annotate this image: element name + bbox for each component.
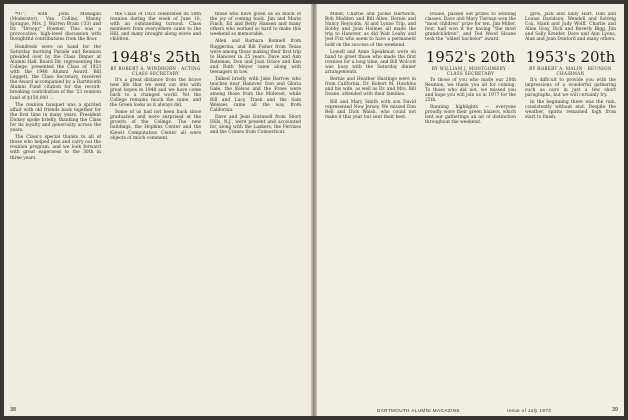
body-paragraph: To those of you who made our 20th Reunion, we thank you all for coming. To those who did not, we missed you and hope you will join us in 1977 for the 25th. [425,77,516,103]
body-paragraph: girls, Jack and Sally Hart, Dan and Louise Davidson, Wendell and Solveig Cox, Hank and Judy Wolff, Charlie and Aline Gray, Dick and Beverly Bigg, Jim and Sally Kreider, Dave and Ann Lyons, Alan and Joan Dunford and many others. [525,12,616,43]
right-column-1 [325,12,416,402]
body-paragraph: It's difficult to provide you with the impressions of a wonderful gathering such as ours in just a few short paragraphs, but we will certainly try. [525,77,616,98]
right-page [317,4,624,416]
article-heading [110,49,201,76]
left-page-number: 38 [10,407,17,413]
article-heading [525,49,616,76]
left-column-1 [10,12,101,402]
body-paragraph: *97", with John Monagan (Moderator), Van Collins, Manny Sprague, Mrs. J. Warren Brain ('33) and Dr. "Droopy" Roemer. This was a provocative, high-level discussion with thoughtful contributions from the floor. [10,12,101,43]
left-column-3 [210,12,301,402]
body-paragraph: Running highlights — everyone proudly wore their green blazers, which lent our gatherings an air of distinction throughout the weekend. [425,105,516,126]
body-paragraph: Miller, Charlie and Jackie Hartwich, Bob Madden and Bill Allen, Bernie and Nancy Reynolds, Al and Lynne Trip, and Bobby and Jean Holmes all made the trip to Hanover, as did Walt Leahy and Joel Fitz who seem to have a permanent hold on the success of the weekend. [325,12,416,48]
body-paragraph: those who have given us so much of the joy of coming back. Jim and Marie Finch, Ed and Betty Hansen and many others who worked so hard to make this weekend so memorable. [210,12,301,38]
body-paragraph: Hundreds were on hand for the Saturday morning Parade and Reunion presided over by the Class Dinner at Alumni Hall. Board Dir. representing the College, presented the Class of 1923 with the 1948 Alumni Award. Bill Leggett, the Class Secretary, received the Award accompanied by a Dartmouth Alumni Fund citation for the record-breaking contribution of the '23 reunion fund of $150,000 ... [10,44,101,101]
article-heading [425,49,516,76]
body-paragraph: In the beginning there was the rain, consistently without end. Despite the weather, spirits remained high from start to finish. [525,99,616,121]
body-paragraph: Lowell and Anne Speakman were on hand to greet those who made the first reunion for a long time, and Bill Wolcott was busy with the Saturday dinner arrangements. [325,49,416,76]
issue-footer: Issue of July 1973 [507,408,552,413]
magazine-spread [4,4,624,416]
right-column-3 [525,12,616,402]
right-page-number: 39 [611,407,618,413]
body-paragraph: Some of us had not been back since graduation and were surprised at the growth of the College. The new buildings, the Hopkins Center and the Kiewit Computation Center all were objects of much comment. [110,110,201,141]
body-paragraph: The Class's special thanks to all of those who helped plan and carry out the reunion program, and we look forward with great eagerness to the 30th in three years. [10,135,101,161]
body-paragraph: Talked briefly with Jake Barrow who teaches near Hanover. Don and Gloria Gale, the Kelsos and the Frees were among those from the Midwest, while Bill and Lucy Trask and the Sam Weisses came all the way from California. [210,77,301,113]
right-column-2 [425,12,516,402]
magazine-footer: DARTMOUTH ALUMNI MAGAZINE [377,408,460,413]
body-paragraph: It's a great distance from the brave new life that we went out into with great hopes in 1948 and we have come back to a changed world. Yet the College remains much the same, and the Green looks as it always did. [110,77,201,109]
article-byline: BY ROBERT A. MALIN · REUNION CHAIRMAN [529,65,612,76]
article-title: 1952's 20th [425,47,516,66]
left-page [4,4,311,416]
article-byline: BY ROBERT A. WINDHORN · ACTING CLASS SECRETARY [110,65,201,76]
body-paragraph: Dave and Jean Gwinnell from Short Hills, N.J., were present and accounted for, along with the Laskers, the Ferrises and the Cranes from Connecticut. [210,114,301,136]
article-title: 1948's 25th [110,47,201,66]
body-paragraph: The reunion banquet was a spirited affair with old friends back together for the first time in many years. President Dickey spoke briefly, thanking the Class for its loyalty and generosity across the years. [10,102,101,134]
body-paragraph: Bill and Mary Smith with son David represented New Jersey. We missed Don Bell and Dick Walsh, who could not make it this year but sent their best. [325,99,416,120]
article-title: 1953's 20th [525,47,616,66]
article-byline: BY WILLIAM J. MONTGOMERY · CLASS SECRETARY [431,65,510,76]
body-paragraph: Doane, passed out prizes to winning classes. Dave and Mary Tiernan won the "most children" prize for ten. Jim Miller, four, had won it for having "the most grandchildren", and Ted Wood Sloane took the "oldest bachelor" award. [425,12,516,43]
body-paragraph: Bernie and Heather Hastings were in from California. Dr. Robert M. Hawkins and his wife, as well as Dr. and Mrs. Bill Doane, attended with their families. [325,77,416,98]
body-paragraph: the Class of 1923 celebrated its 50th reunion during the week of June 10, with an outstanding turnout. Class members from everywhere came to the Hill, and many brought along wives and children. [110,12,201,43]
body-paragraph: Allen and Barbara Bonnell from Ruggerina, and Bill Fisher from Texas were among those making their first trip to Hanover in 25 years. Dave and Ann Bateman, Don and Joan Grace and Ken and Ruth Meyer came along with teenagers in tow. [210,39,301,76]
left-column-2 [110,12,201,402]
